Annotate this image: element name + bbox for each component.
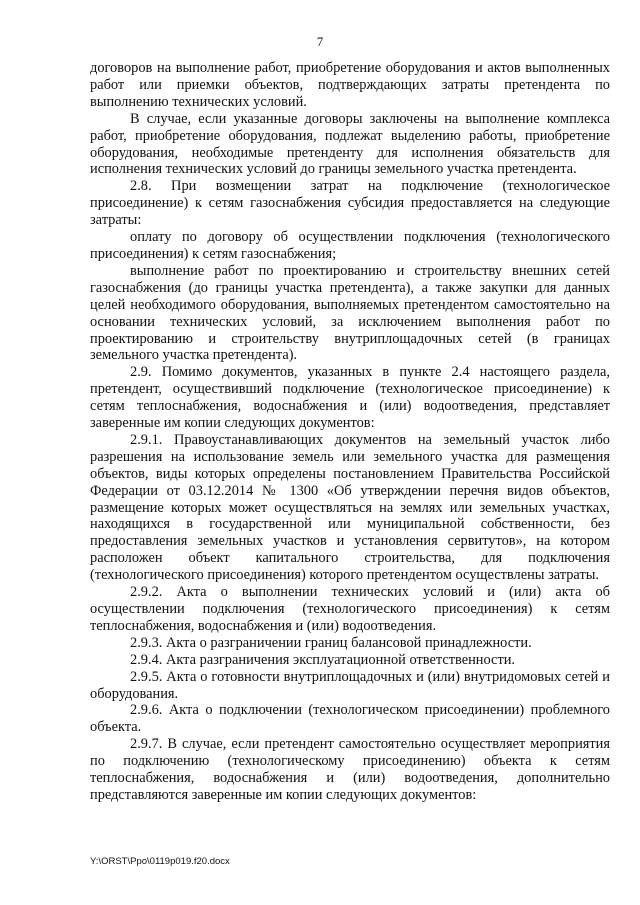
- paragraph: 2.9.2. Акта о выполнении технических условий и (или) акта об осуществлении подключения (технологического присоединения) к сетям теплоснабжения, водоснабжения и (или) водоотведения.: [90, 584, 610, 634]
- paragraph: оплату по договору об осуществлении подключения (технологического присоединения) к сетям газоснабжения;: [90, 229, 610, 262]
- paragraph: 2.9.7. В случае, если претендент самостоятельно осуществляет мероприятия по подключению (технологическому присоединению) объекта к сетям теплоснабжения, водоснабжения и (или) водоотведения, дополнительно представляются заверенные им копии следующих документов:: [90, 736, 610, 803]
- document-body: [90, 60, 610, 804]
- paragraph: 2.9.4. Акта разграничения эксплуатационной ответственности.: [130, 651, 516, 668]
- paragraph: 2.9.5. Акта о готовности внутриплощадочных и (или) внутридомовых сетей и оборудования.: [90, 668, 610, 702]
- paragraph: выполнение работ по проектированию и строительству внешних сетей газоснабжения (до границы участка претендента), а также закупки для данных целей необходимого оборудования, выполняемых претендентом самостоятельно на основании технических условий, за исключением выполнения работ по проектированию и строительству внутриплощадочных сетей (в границах земельного участка претендента).: [90, 262, 610, 364]
- paragraph: 2.9.6. Акта о подключении (технологическом присоединении) проблемного объекта.: [90, 702, 610, 736]
- page-number: 7: [316, 34, 324, 49]
- file-path-footer: Y:\ORST\Ppo\0119p019.f20.docx: [90, 856, 230, 867]
- paragraph: 2.9. Помимо документов, указанных в пункте 2.4 настоящего раздела, претендент, осуществивший подключение (технологическое присоединение) к сетям теплоснабжения, водоснабжения и (или) водоотведения, представляет заверенные им копии следующих документов:: [90, 364, 610, 432]
- paragraph: договоров на выполнение работ, приобретение оборудования и актов выполненных работ или приемки объектов, подтверждающих затраты претендента по выполнению технических условий.: [90, 60, 610, 110]
- paragraph: В случае, если указанные договоры заключены на выполнение комплекса работ, приобретение оборудования, подлежат выделению работы, приобретение оборудования, необходимые претенденту для исполнения обязательств для исполнения технических условий до границы земельного участка претендента.: [90, 110, 610, 178]
- paragraph: 2.8. При возмещении затрат на подключение (технологическое присоединение) к сетям газоснабжения субсидия предоставляется на следующие затраты:: [90, 178, 610, 229]
- paragraph: 2.9.1. Правоустанавливающих документов на земельный участок либо разрешения на использование земель или земельного участка для размещения объектов, виды которых определены постановлением Правительства Российской Федерации от 03.12.2014 № 1300 «Об утверждении перечня видов объектов, размещение которых может осуществляться на землях или земельных участках, находящихся в государственной или муниципальной собственности, без предоставления земельных участков и установления сервитутов», на котором расположен объект капитального строительства, для подключения (технологического присоединения) которого претендентом осуществлены затраты.: [90, 431, 610, 584]
- paragraph: 2.9.3. Акта о разграничении границ балансовой принадлежности.: [130, 634, 532, 651]
